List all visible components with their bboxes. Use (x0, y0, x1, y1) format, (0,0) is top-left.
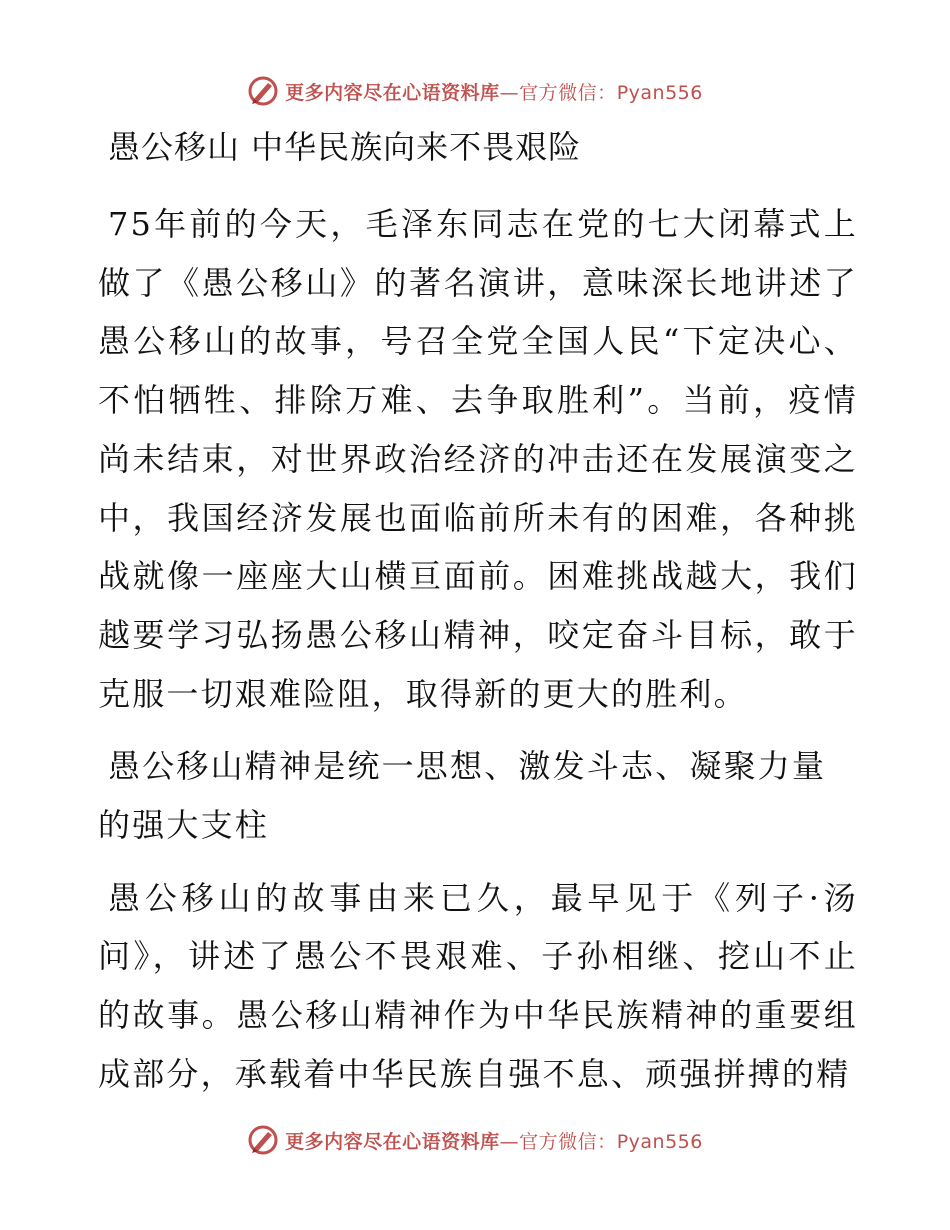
footer-banner-main: 更多内容尽在心语资料库 (285, 1130, 500, 1153)
article-title: 愚公移山 中华民族向来不畏艰险 (108, 128, 582, 166)
pen-circle-logo-icon (247, 1124, 279, 1156)
footer-banner (0, 1120, 950, 1160)
header-banner (0, 71, 950, 111)
subheading-1: 愚公移山精神是统一思想、激发斗志、凝聚力量的强大支柱 (98, 747, 827, 845)
document-body (98, 124, 858, 1118)
paragraph-1: 75年前的今天，毛泽东同志在党的七大闭幕式上做了《愚公移山》的著名演讲，意味深长地讲述了愚公移山的故事，号召全党全国人民“下定决心、不怕牺牲、排除万难、去争取胜利”。当前，疫情尚未结束，对世界政治经济的冲击还在发展演变之中，我国经济发展也面临前所未有的困难，各种挑战就像一座座大山横亘面前。困难挑战越大，我们越要学习弘扬愚公移山精神，咬定奋斗目标，敢于克服一切艰难险阻，取得新的更大的胜利。 (98, 205, 858, 713)
header-wechat-id: Pyan556 (616, 81, 703, 104)
header-banner-main: 更多内容尽在心语资料库 (285, 81, 500, 104)
footer-banner-sub: 官方微信： (519, 1130, 617, 1153)
header-banner-separator: — (499, 81, 520, 104)
footer-wechat-id: Pyan556 (616, 1130, 703, 1153)
header-banner-sub: 官方微信： (519, 81, 617, 104)
header-banner-text (285, 78, 703, 105)
footer-banner-separator: — (499, 1130, 520, 1153)
pen-circle-logo-icon (247, 75, 279, 107)
paragraph-2: 愚公移山的故事由来已久，最早见于《列子·汤问》，讲述了愚公不畏艰难、子孙相继、挖山不止的故事。愚公移山精神作为中华民族精神的重要组成部分，承载着中华民族自强不息、顽强拼搏的精 (98, 878, 858, 1093)
footer-banner-text (285, 1127, 703, 1154)
